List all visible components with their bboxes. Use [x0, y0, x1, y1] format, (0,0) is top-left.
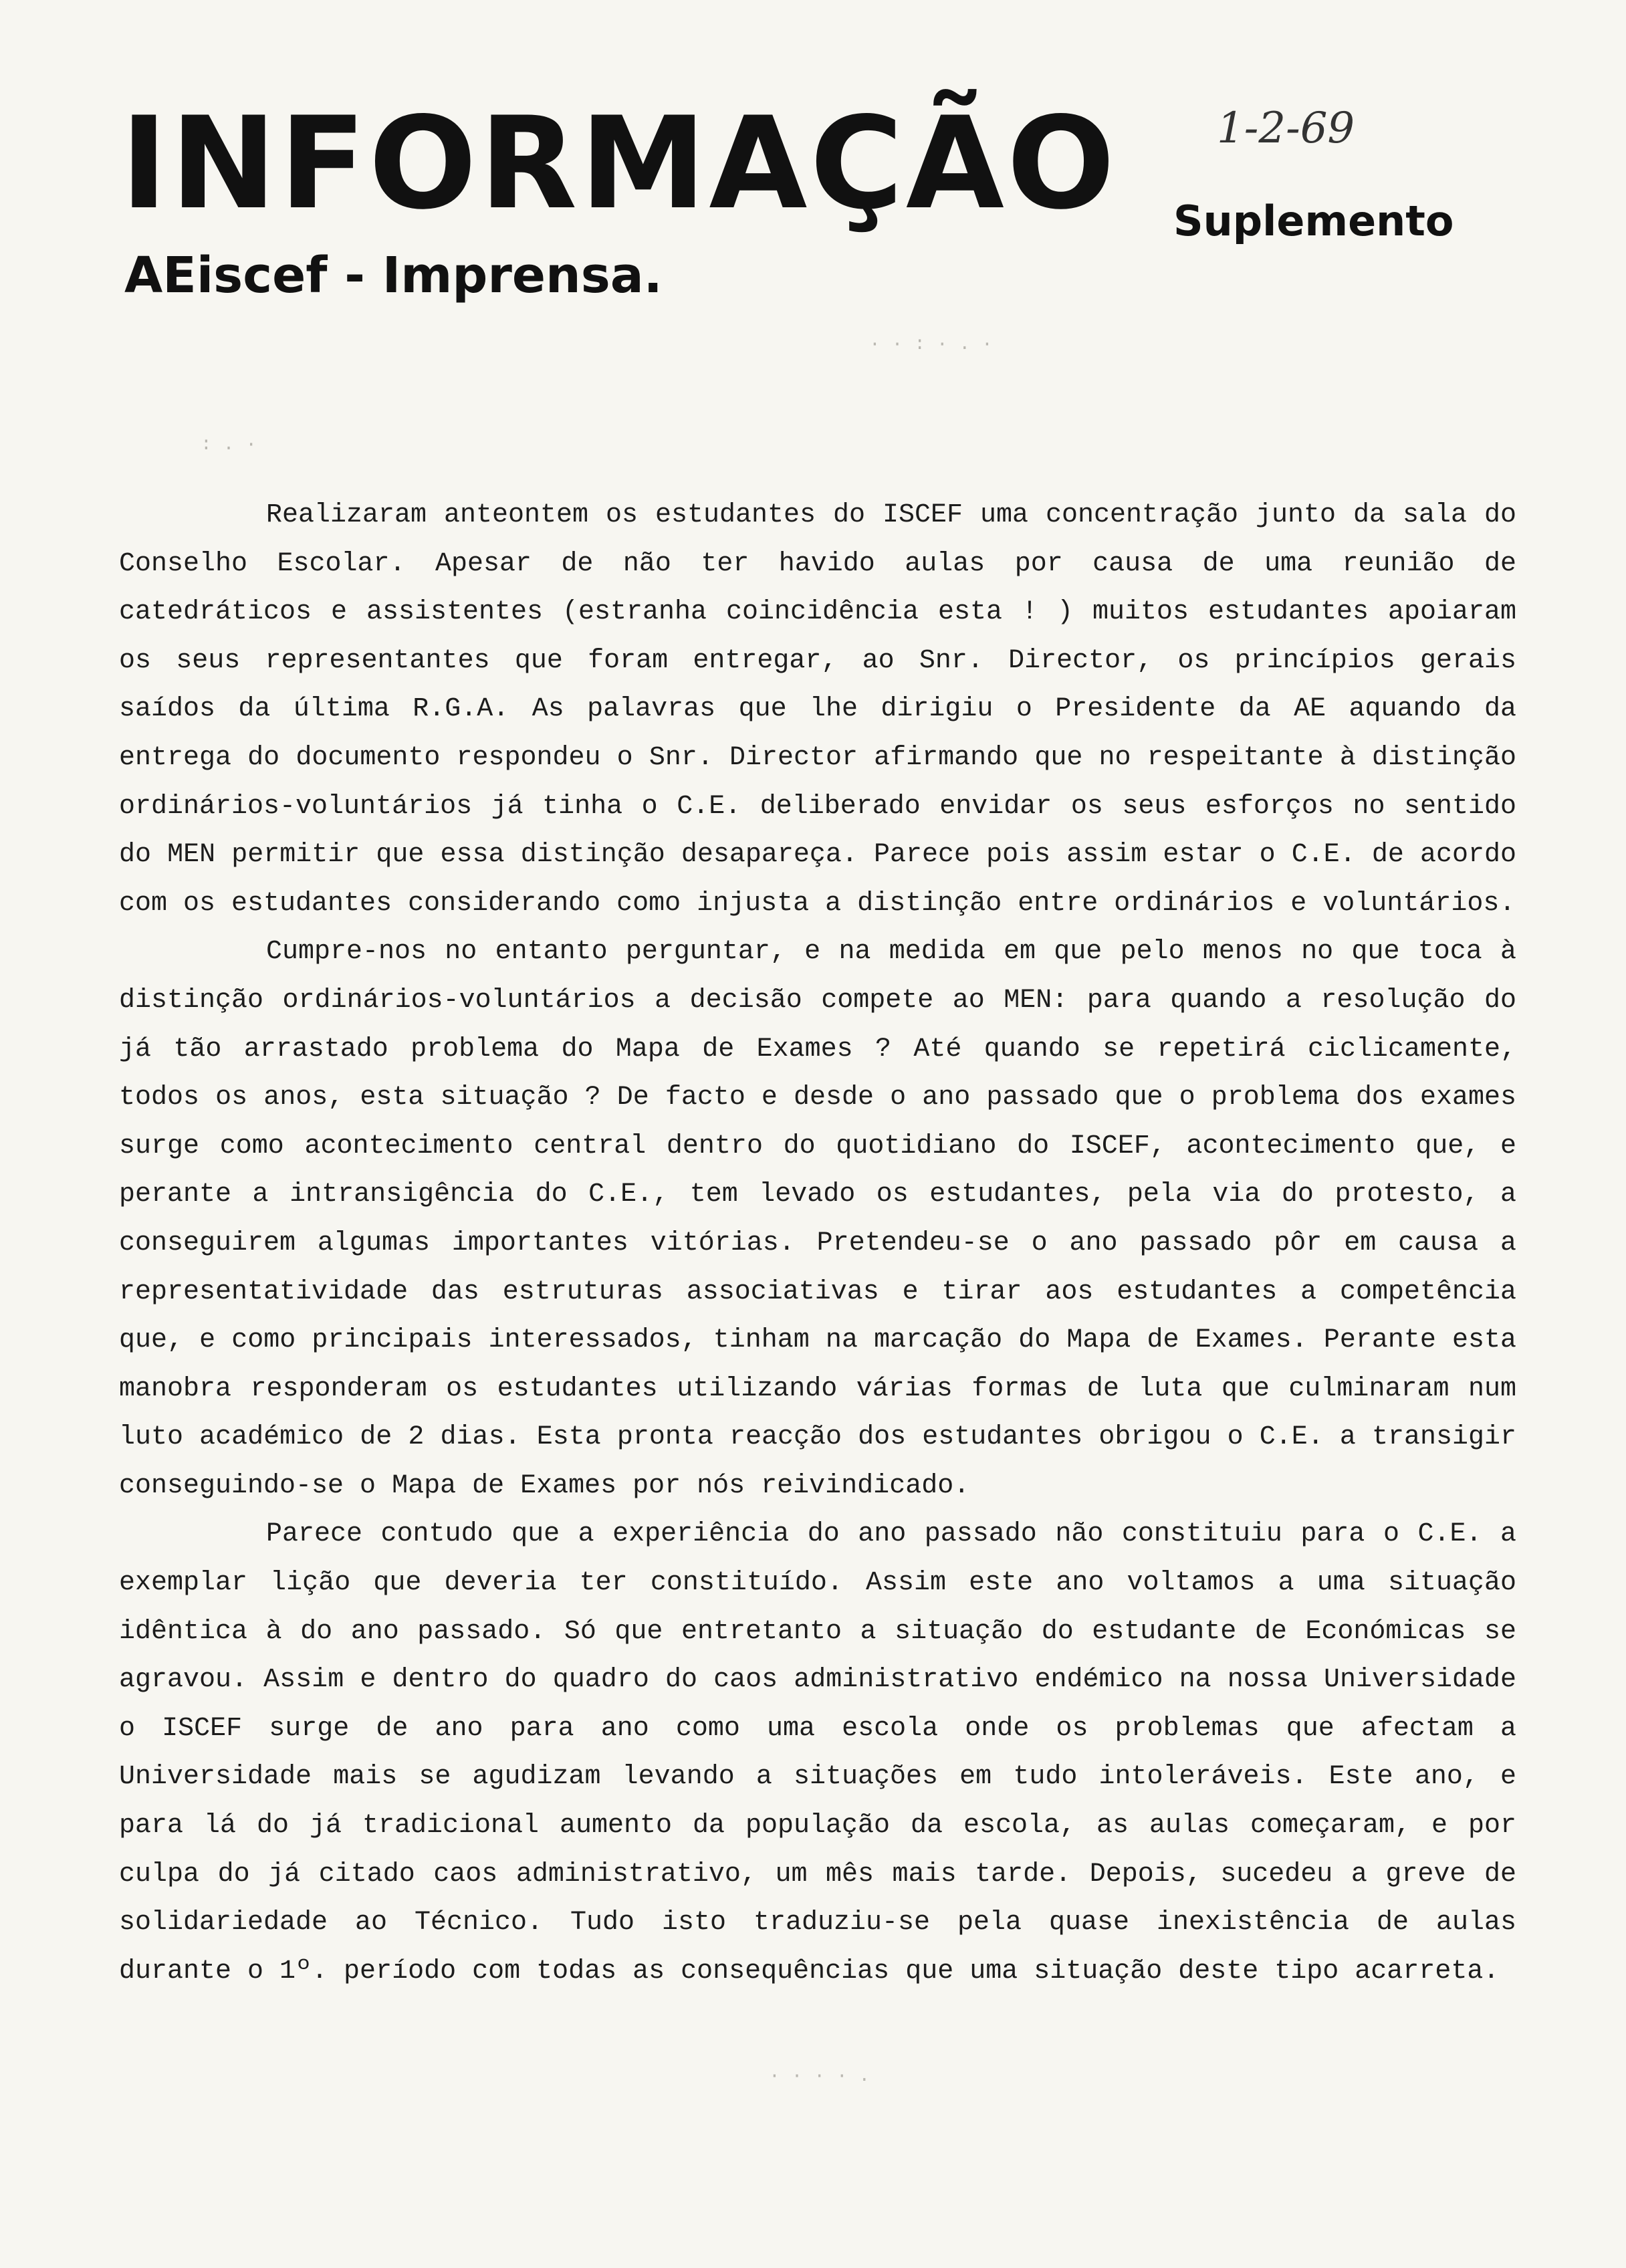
paragraph: Cumpre-nos no entanto perguntar, e na medida em que pelo menos no que toca à distinção ordinários-voluntários a decisão compete ao MEN: para quando a resolução do já tão arrastado problema do Mapa de Exames ? Até quando se repetirá ciclicamente, todos os anos, esta situação ? De facto e desde o ano passado que o problema dos exames surge como acontecimento central dentro do quotidiano do ISCEF, acontecimento que, e perante a intransigência do C.E., tem levado os estudantes, pela via do protesto, a conseguirem algumas importantes vitórias. Pretendeu-se o ano passado pôr em causa a representatividade das estruturas associativas e tirar aos estudantes a competência que, e como principais interessados, tinham na marcação do Mapa de Exames. Perante esta manobra responderam os estudantes utilizando várias formas de luta que culminaram num luto académico de 2 dias. Esta pronta reacção dos estudantes obrigou o C.E. a transigir conseguindo-se o Mapa de Exames por nós reivindicado. — [119, 937, 1516, 1501]
supplement-label: Suplemento — [1173, 197, 1454, 245]
masthead-subtitle: AEiscef - Imprensa. — [124, 247, 663, 304]
paragraph: Parece contudo que a experiência do ano passado não constituiu para o C.E. a exemplar lição que deveria ter constituído. Assim este ano voltamos a uma situação idêntica à do ano passado. Só que entretanto a situação do estudante de Económicas se agravou. Assim e dentro do quadro do caos administrativo endémico na nossa Universidade o ISCEF surge de ano para ano como uma escola onde os problemas que afectam a Universidade mais se agudizam levando a situações em tudo intoleráveis. Este ano, e para lá do já tradicional aumento da população da escola, as aulas começaram, e por culpa do já citado caos administrativo, um mês mais tarde. Depois, sucedeu a greve de solidariedade ao Técnico. Tudo isto traduziu-se pela quase inexistência de aulas durante o 1º. período com todas as consequências que uma situação deste tipo acarreta. — [119, 1519, 1516, 1987]
scan-noise: · · : · . · — [869, 334, 993, 355]
scan-noise: : . · — [201, 435, 257, 455]
masthead — [120, 90, 1538, 321]
scan-noise: · · · · . — [769, 2066, 870, 2087]
paragraph: Realizaram anteontem os estudantes do ISCEF uma concentração junto da sala do Conselho Escolar. Apesar de não ter havido aulas por causa de uma reunião de catedráticos e assistentes (estranha coincidência esta ! ) muitos estudantes apoiaram os seus representantes que foram entregar, ao Snr. Director, os princípios gerais saídos da última R.G.A. As palavras que lhe dirigiu o Presidente da AE aquando da entrega do documento respondeu o Snr. Director afirmando que no respeitante à distinção ordinários-voluntários já tinha o C.E. deliberado envidar os seus esforços no sentido do MEN permitir que essa distinção desapareça. Parece pois assim estar o C.E. de acordo com os estudantes considerando como injusta a distinção entre ordinários e voluntários. — [119, 500, 1516, 919]
handwritten-date: 1-2-69 — [1217, 104, 1355, 153]
article-body — [119, 491, 1516, 1996]
masthead-title: INFORMAÇÃO — [120, 90, 1118, 237]
